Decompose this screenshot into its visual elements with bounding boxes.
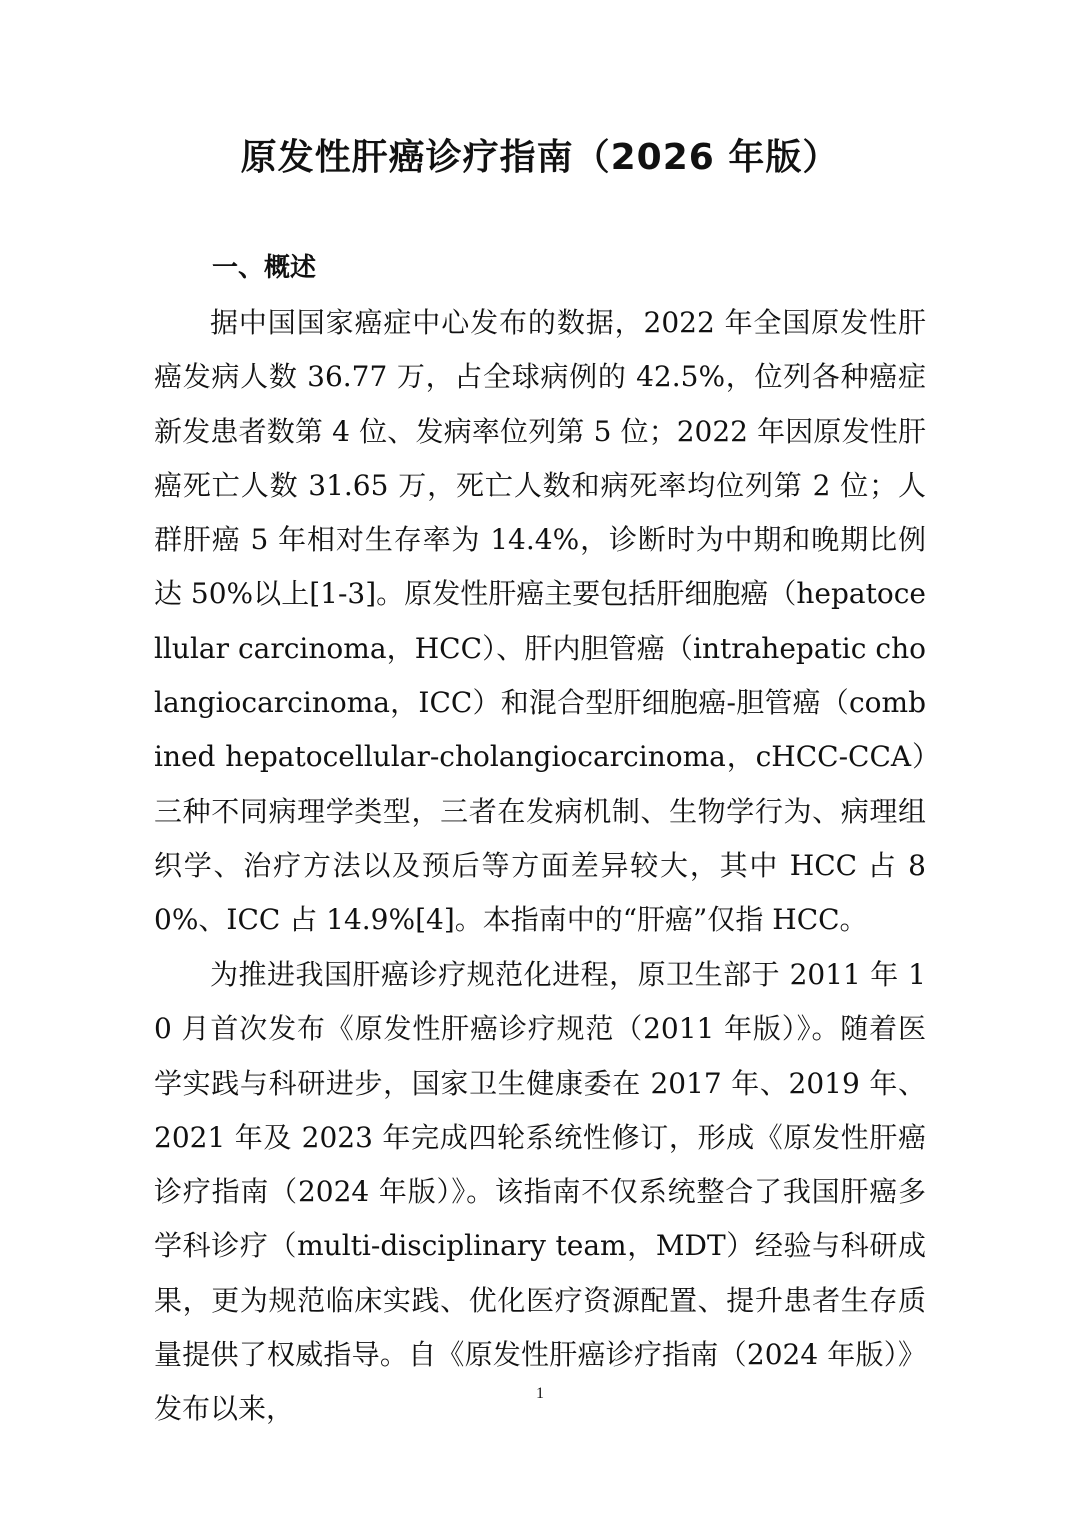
document-title: 原发性肝癌诊疗指南（2026 年版） <box>240 137 840 178</box>
page-number: 1 <box>536 1385 544 1402</box>
section-heading-overview: 一、概述 <box>212 253 317 283</box>
paragraph-epidemiology: 据中国国家癌症中心发布的数据，2022 年全国原发性肝癌发病人数 36.77 万，占全球病例的 42.5%，位列各种癌症新发患者数第 4 位、发病率位列第 5 位；2022 年因原发性肝癌死亡人数 31.65 万，死亡人数和病死率均位列第 2 位；人群肝癌 5 年相对生存率为 14.4%，诊断时为中期和晚期比例达 50%以上[1-3]。原发性肝癌主要包括肝细胞癌（hepatocellular carcinoma，HCC）、肝内胆管癌（intrahepatic cholangiocarcinoma，ICC）和混合型肝细胞癌-胆管癌（combined hepatocellular-cholangiocarcinoma，cHCC-CCA）三种不同病理学类型，三者在发病机制、生物学行为、病理组织学、治疗方法以及预后等方面差异较大，其中 HCC 占 80%、ICC 占 14.9%[4]。本指南中的“肝癌”仅指 HCC。 <box>154 306 926 937</box>
paragraph-guideline-history: 为推进我国肝癌诊疗规范化进程，原卫生部于 2011 年 10 月首次发布《原发性肝癌诊疗规范（2011 年版）》。随着医学实践与科研进步，国家卫生健康委在 2017 年、2019 年、2021 年及 2023 年完成四轮系统性修订，形成《原发性肝癌诊疗指南（2024 年版）》。该指南不仅系统整合了我国肝癌多学科诊疗（multi-disciplinary team，MDT）经验与科研成果，更为规范临床实践、优化医疗资源配置、提升患者生存质量提供了权威指导。自《原发性肝癌诊疗指南（2024 年版）》发布以来， <box>154 958 926 1426</box>
